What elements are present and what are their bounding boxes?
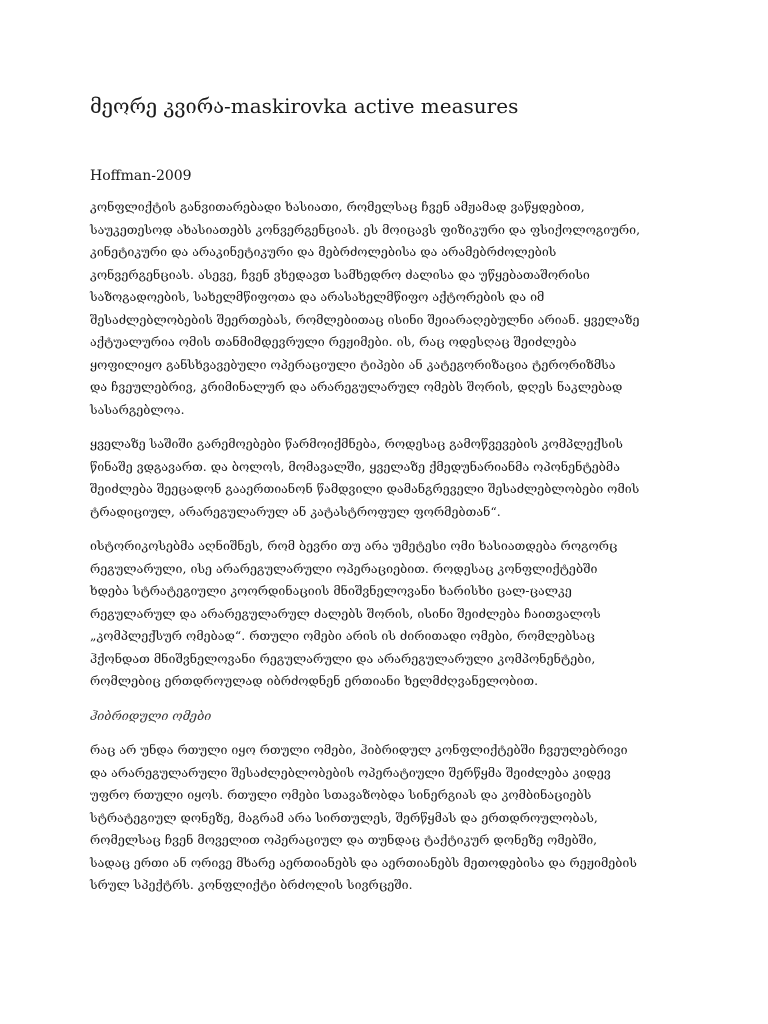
text-line: შესაძლებლობების შეერთებას, რომლებითაც ისინი შეიარაღებულნი არიან. ყველაზე xyxy=(90,311,640,327)
page-title: მეორე კვირა-maskirovka active measures xyxy=(90,94,519,118)
text-line: შეიძლება შეეცადონ გააერთიანონ წამდვილი დამანგრეველი შესაძლებლობები ომის xyxy=(90,481,640,496)
text-line: ისტორიკოსებმა აღნიშნეს, რომ ბევრი თუ არა უმეტესი ომი ხასიათდება როგორც xyxy=(90,538,618,553)
text-line: რეგულარული, ისე არარეგულარული ოპერაციებით. როდესაც კონფლიქტებში xyxy=(90,560,598,576)
text-line: უფრო რთული იყოს. რთული ომები სთავაზობდა სინერგიას და კომბინაციებს xyxy=(90,787,592,802)
paragraph-4 xyxy=(90,739,694,897)
text-line: რომლებიც ერთდროულად იბრძოდნენ ერთიანი ხელმძღვანელობით. xyxy=(90,673,539,688)
text-line: და ჩვეულებრივ, კრიმინალურ და არარეგულარულ ომებს შორის, დღეს ნაკლებად xyxy=(90,379,623,394)
text-line: ხდება სტრატეგიული კოორდინაციის მნიშვნელოვანი ხარისხი ცალ-ცალკე xyxy=(90,583,572,598)
paragraph-3 xyxy=(90,535,694,693)
body-text xyxy=(90,196,694,909)
text-line: და არარეგულარული შესაძლებლობების ოპერატიული შერწყმა შეიძლება კიდევ xyxy=(90,764,611,780)
text-line: „კომპლექსურ ომებად“. რთული ომები არის ის ძირითადი ომები, რომლებსაც xyxy=(90,628,595,643)
author-citation: Hoffman-2009 xyxy=(90,168,192,184)
text-line: კონფლიქტის განვითარებადი ხასიათი, რომელსაც ჩვენ ამჟამად ვაწყდებით, xyxy=(90,199,585,214)
text-line: ყველაზე საშიში გარემოებები წარმოიქმნება, როდესაც გამოწვევების კომპლექსის xyxy=(90,436,623,451)
paragraph-1 xyxy=(90,196,694,421)
text-line: საზოგადოების, სახელმწიფოთა და არასახელმწიფო აქტორების და იმ xyxy=(90,289,545,304)
text-line: კონვერგენციას. ასევე, ჩვენ ვხედავთ სამხედრო ძალისა და უწყებათაშორისი xyxy=(90,266,590,282)
section-subheading: ჰიბრიდული ომები xyxy=(90,707,212,723)
text-line: სრულ სპექტრს. კონფლიქტი ბრძოლის სივრცეში. xyxy=(90,877,413,892)
text-line: რეგულარულ და არარეგულარულ ძალებს შორის, ისინი შეიძლება ჩაითვალოს xyxy=(90,605,601,621)
text-line: რომელსაც ჩვენ მოველით ოპერაციულ და თუნდაც ტაქტიკურ დონეზე ომებში, xyxy=(90,832,598,847)
text-line: ყოფილიყო განსხვავებული ოპერაციული ტიპები ან კატეგორიზაცია ტერორიზმსა xyxy=(90,356,616,372)
text-line: აქტუალურია ომის თანმიმდევრული რეჟიმები. ის, რაც ოდესღაც შეიძლება xyxy=(90,334,577,349)
text-line: ტრადიციულ, არარეგულარულ ან კატასტროფულ ფორმებთან“. xyxy=(90,503,501,519)
text-line: ჰქონდათ მნიშვნელოვანი რეგულარული და არარეგულარული კომპონენტები, xyxy=(90,650,596,666)
text-line: კინეტიკური და არაკინეტიკური და მებრძოლებისა და არამებრძოლების xyxy=(90,244,557,259)
text-line: სასარგებლოა. xyxy=(90,401,185,417)
paragraph-2 xyxy=(90,433,694,523)
text-line: სადაც ერთი ან ორივე მხარე აერთიანებს და აერთიანებს მეთოდებისა და რეჟიმების xyxy=(90,854,637,870)
text-line: სტრატეგიულ დონეზე, მაგრამ არა სირთულეს, შერწყმას და ერთდროულობას, xyxy=(90,809,598,825)
text-line: რაც არ უნდა რთული იყო რთული ომები, ჰიბრიდულ კონფლიქტებში ჩვეულებრივი xyxy=(90,742,628,757)
text-line: წინაშე ვდგავართ. და ბოლოს, მომავალში, ყველაზე ქმედუნარიანმა ოპონენტებმა xyxy=(90,458,620,474)
text-line: საუკეთესოდ ახასიათებს კონვერგენციას. ეს მოიცავს ფიზიკური და ფსიქოლოგიური, xyxy=(90,221,641,237)
